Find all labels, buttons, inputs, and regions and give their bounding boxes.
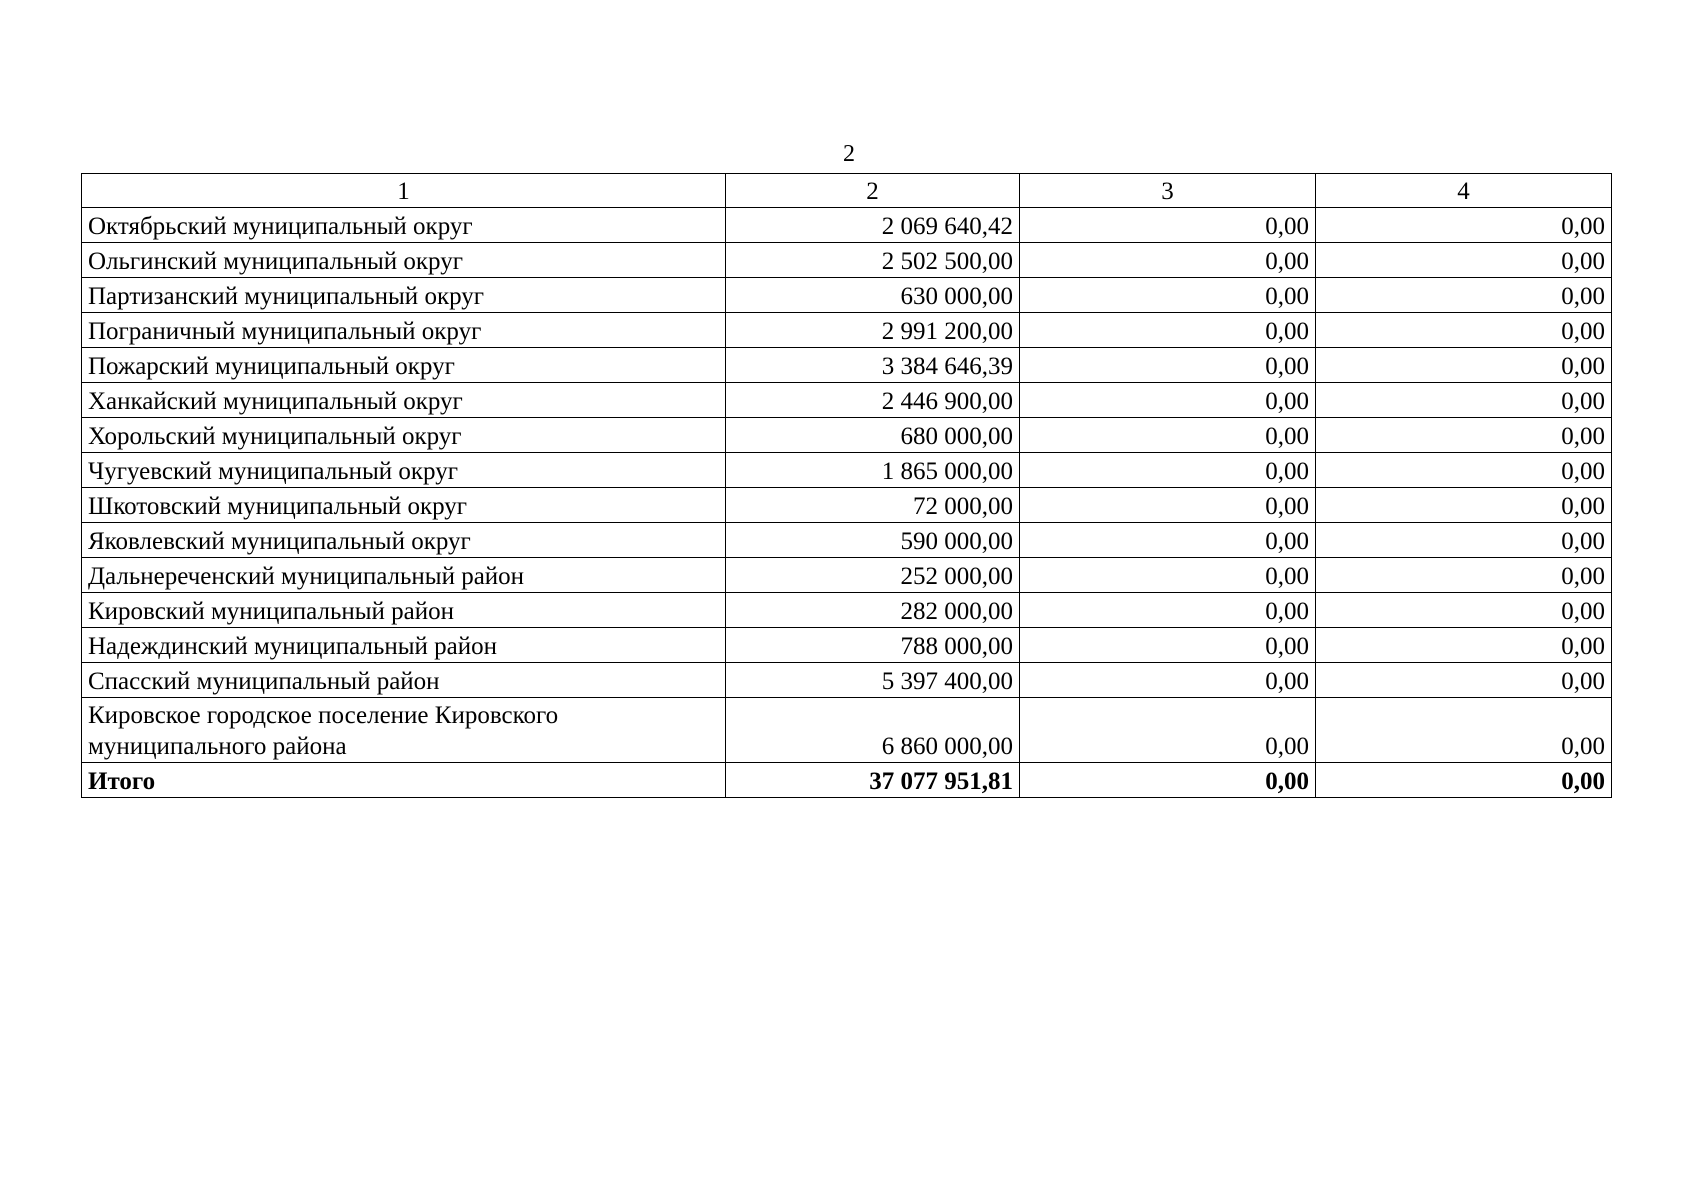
row-col4-value: 0,00 (1316, 593, 1612, 628)
row-col4-value: 0,00 (1316, 278, 1612, 313)
table-row (82, 628, 1612, 663)
row-name: Пограничный муниципальный округ (82, 313, 726, 348)
row-col4-value: 0,00 (1316, 523, 1612, 558)
row-col3-value: 0,00 (1020, 453, 1316, 488)
column-header-4: 4 (1316, 174, 1612, 208)
row-col3-value: 0,00 (1020, 348, 1316, 383)
column-header-3: 3 (1020, 174, 1316, 208)
row-col3-value: 0,00 (1020, 593, 1316, 628)
row-col4-value: 0,00 (1316, 628, 1612, 663)
table-row (82, 313, 1612, 348)
row-col2-value: 5 397 400,00 (726, 663, 1020, 698)
table-row (82, 348, 1612, 383)
row-name: Яковлевский муниципальный округ (82, 523, 726, 558)
row-name: Спасский муниципальный район (82, 663, 726, 698)
table-row (82, 593, 1612, 628)
row-col2-value: 1 865 000,00 (726, 453, 1020, 488)
row-col4-value: 0,00 (1316, 558, 1612, 593)
row-col2-value: 72 000,00 (726, 488, 1020, 523)
total-row (82, 763, 1612, 798)
row-col3-value: 0,00 (1020, 523, 1316, 558)
table-row (82, 278, 1612, 313)
row-col2-value: 282 000,00 (726, 593, 1020, 628)
row-col3-value: 0,00 (1020, 558, 1316, 593)
table-row (82, 243, 1612, 278)
allocation-table (81, 173, 1612, 798)
row-col2-value: 2 446 900,00 (726, 383, 1020, 418)
row-col2-value: 2 991 200,00 (726, 313, 1020, 348)
row-col3-value: 0,00 (1020, 628, 1316, 663)
row-col2-value: 6 860 000,00 (726, 698, 1020, 763)
row-name: Чугуевский муниципальный округ (82, 453, 726, 488)
row-col2-value: 630 000,00 (726, 278, 1020, 313)
row-name: Хорольский муниципальный округ (82, 418, 726, 453)
page-number: 2 (843, 141, 855, 167)
row-col3-value: 0,00 (1020, 243, 1316, 278)
row-name: Ханкайский муниципальный округ (82, 383, 726, 418)
row-name: Надеждинский муниципальный район (82, 628, 726, 663)
row-col3-value: 0,00 (1020, 278, 1316, 313)
row-name: Ольгинский муниципальный округ (82, 243, 726, 278)
table-row (82, 663, 1612, 698)
row-name: Кировский муниципальный район (82, 593, 726, 628)
table-row (82, 208, 1612, 243)
row-col3-value: 0,00 (1020, 313, 1316, 348)
row-col4-value: 0,00 (1316, 313, 1612, 348)
row-col2-value: 2 069 640,42 (726, 208, 1020, 243)
row-col3-value: 0,00 (1020, 488, 1316, 523)
row-col3-value: 0,00 (1020, 208, 1316, 243)
row-col2-value: 252 000,00 (726, 558, 1020, 593)
row-col2-value: 788 000,00 (726, 628, 1020, 663)
row-col4-value: 0,00 (1316, 488, 1612, 523)
row-col3-value: 0,00 (1020, 698, 1316, 763)
table-header-row (82, 174, 1612, 208)
table-row (82, 523, 1612, 558)
row-col4-value: 0,00 (1316, 663, 1612, 698)
total-col4-value: 0,00 (1316, 763, 1612, 798)
table-row (82, 418, 1612, 453)
row-col2-value: 590 000,00 (726, 523, 1020, 558)
row-col4-value: 0,00 (1316, 698, 1612, 763)
column-header-2: 2 (726, 174, 1020, 208)
row-col3-value: 0,00 (1020, 663, 1316, 698)
row-name: Дальнереченский муниципальный район (82, 558, 726, 593)
row-col3-value: 0,00 (1020, 383, 1316, 418)
total-col3-value: 0,00 (1020, 763, 1316, 798)
row-name: Октябрьский муниципальный округ (82, 208, 726, 243)
column-header-1: 1 (82, 174, 726, 208)
total-col2-value: 37 077 951,81 (726, 763, 1020, 798)
row-col4-value: 0,00 (1316, 453, 1612, 488)
row-col2-value: 3 384 646,39 (726, 348, 1020, 383)
row-name: Партизанский муниципальный округ (82, 278, 726, 313)
row-col4-value: 0,00 (1316, 208, 1612, 243)
row-col4-value: 0,00 (1316, 348, 1612, 383)
row-col4-value: 0,00 (1316, 418, 1612, 453)
table-row (82, 488, 1612, 523)
row-name: Кировское городское поселение Кировского муниципального района (82, 698, 726, 763)
row-col2-value: 680 000,00 (726, 418, 1020, 453)
row-col3-value: 0,00 (1020, 418, 1316, 453)
total-label: Итого (82, 763, 726, 798)
row-col2-value: 2 502 500,00 (726, 243, 1020, 278)
row-col4-value: 0,00 (1316, 243, 1612, 278)
table-row (82, 383, 1612, 418)
table-row (82, 558, 1612, 593)
table-row (82, 698, 1612, 763)
row-name: Шкотовский муниципальный округ (82, 488, 726, 523)
row-name: Пожарский муниципальный округ (82, 348, 726, 383)
table-row (82, 453, 1612, 488)
row-col4-value: 0,00 (1316, 383, 1612, 418)
